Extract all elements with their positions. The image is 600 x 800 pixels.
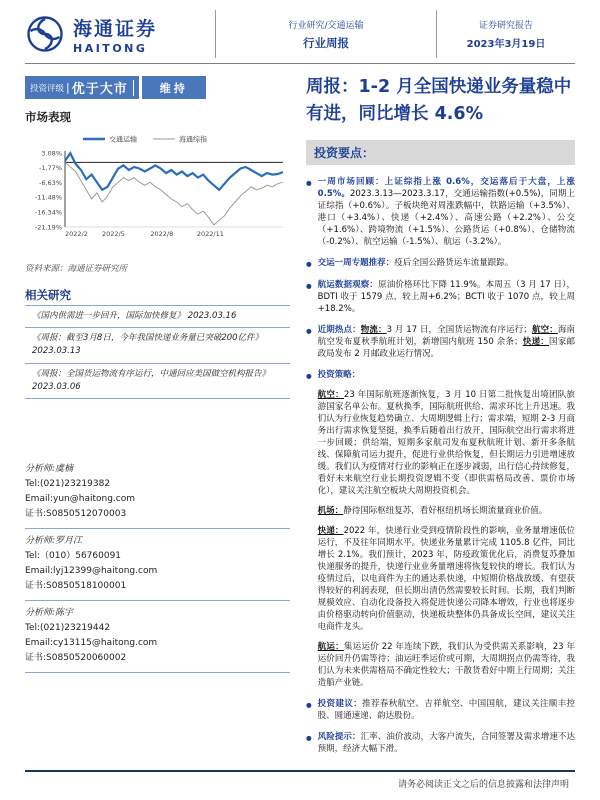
bullet-segment-plain: 2022 年，快递行业受到疫情阶段性的影响，业务量增速低位运行，不及往年同期水平。快递业务量累计完成 1105.8 亿件，同比增长 2.1%。我们预计，2023 年，防疫政策优化后，消费复苏叠加快递服务的提升，快递行业业务量增速将恢复较快的增长。我们认为疫情过后，以电商件为主的通达系快递，中短期价格战放缓、有望获得较好的利润表现，但长期出清仍然需要较长时间。长期，我们判断规模效应、自动化设备投入将促进快递公司降本增效，行业也将逐步由价格驱动转向价值驱动，快递板块整体仍具备成长空间，建议关注电商件龙头。 (317, 526, 575, 633)
rating-separator: | (66, 81, 70, 94)
footer-disclaimer: 请务必阅读正文之后的信息披露和法律声明 (397, 780, 569, 790)
bullet-icon: ● (306, 734, 312, 743)
svg-text:3.08%: 3.08% (41, 149, 62, 158)
page-footer (25, 770, 575, 790)
svg-text:-11.48%: -11.48% (34, 193, 62, 202)
bullet-segment-plain: 疫后全国公路货运车流量跟踪。 (394, 258, 514, 269)
rating-value: 优于大市 (71, 82, 128, 97)
bullet-segment-plain: 海南航空发布夏秋季航班计划，新增国内航班 150 余条； (317, 325, 575, 348)
highlight-bullet (306, 698, 575, 722)
analyst-tel: Tel:(021)23219382 (25, 478, 111, 489)
brand-name-en: HAITONG (73, 41, 148, 55)
haitong-logo (25, 14, 65, 54)
rating-main-box (25, 76, 139, 99)
analyst-cert: 证书:S0850512070003 (25, 508, 127, 519)
analyst-block (25, 601, 290, 673)
bullet-segment-lead: 投资策略： (317, 370, 361, 381)
related-research-list (25, 306, 290, 399)
bullet-segment-plain: 汇率、油价波动，大客户流失，合同签署及需求增速不达预期，经济大幅下滑。 (317, 732, 575, 755)
main-content (306, 74, 575, 764)
report-header (25, 10, 575, 58)
sidebar (25, 74, 290, 764)
brand-name-zh: 海通证券 (73, 17, 158, 40)
page-title: 周报：1-2 月全国快递业务量稳中有进，同比增长 4.6% (306, 77, 572, 125)
bullet-icon: ● (306, 372, 312, 381)
rating-divider (133, 80, 134, 96)
header-report-date: 2023年3月19日 (466, 39, 546, 50)
analyst-block (25, 529, 290, 601)
bullet-text (318, 279, 575, 315)
svg-text:海通综指: 海通综指 (179, 135, 207, 144)
svg-text:交通运输: 交通运输 (109, 135, 137, 144)
footer-divider (25, 770, 575, 772)
svg-text:-21.19%: -21.19% (34, 223, 62, 232)
analyst-list (25, 457, 290, 673)
investment-rating-badge (25, 76, 290, 99)
bullet-segment-label: 机场： (317, 506, 344, 517)
bullet-segment-label: 航空： (317, 390, 344, 401)
analyst-cert: 证书:S0850518100001 (25, 580, 127, 591)
bullet-segment-plain: 集运运价 22 年连续下跌，我们认为受供需关系影响，23 年运价回升仍需等待；油运旺季运价或可期，大周期拐点仍需等待，我们认为未来供需格局不确定性较大；干散货看好中期上行周期；关注造船产业链。 (317, 642, 575, 689)
highlight-bullet (306, 369, 575, 689)
rating-label: 投资评级 (30, 83, 65, 94)
research-item: 《周报：全国货运物流有序运行，中通回应美国做空机构报告》 2023.03.06 (25, 364, 290, 399)
highlights-bullet-list (306, 176, 575, 755)
svg-text:2022/11: 2022/11 (196, 230, 224, 238)
bullet-segment-lead: 投资建议： (317, 699, 363, 710)
header-report-kind: 行业周报 (303, 35, 349, 50)
market-performance-chart (25, 127, 290, 259)
bullet-text (318, 369, 575, 689)
analyst-name: 分析师:虞楠 (25, 463, 74, 474)
analyst-cert: 证书:S0850520060002 (25, 652, 127, 663)
bullet-text (318, 698, 575, 722)
analyst-tel: Tel:（010）56760091 (25, 550, 122, 561)
bullet-segment-plain: 静待国际枢纽复苏，看好枢纽机场长期流量商业价值。 (343, 506, 548, 517)
bullet-text (318, 257, 514, 270)
chart-source: 资料来源：海通证券研究所 (25, 264, 128, 274)
research-item: 《周报：截至3月8日，今年我国快递业务量已突破200亿件》 2023.03.13 (25, 328, 290, 363)
bullet-segment-plain: 国家邮政局发布 2 月邮政业运行情况。 (317, 337, 575, 360)
bullet-segment-label: 物流： (360, 325, 387, 336)
brand-text (73, 14, 157, 55)
analyst-block (25, 457, 290, 529)
highlight-bullet (306, 324, 575, 360)
svg-text:-1.77%: -1.77% (39, 164, 62, 173)
research-item: 《国内供需进一步回升，国际加快修复》 2023.03.16 (25, 306, 290, 328)
bullet-text (318, 731, 575, 755)
bullet-segment-lead: 航运数据观察： (317, 280, 379, 291)
bullet-text (318, 176, 575, 248)
bullet-segment-plain: 原油价格环比下降 11.9%。本周五（3 月 17 日），BDTI 收于 1579 点，较上周+6.2%；BCTI 收于 1070 点，较上周+18.2%。 (317, 280, 575, 315)
analyst-email: Email:cy13115@haitong.com (25, 637, 158, 648)
bullet-segment-label: 航运： (317, 642, 344, 653)
bullet-segment-plain: 2023.3.13—2023.3.17，交通运输指数(+0.5%)，同期上证综指（+0.6%）。子板块绝对周涨跌幅中，铁路运输（+3.5%）、港口（+3.4%）、快递（+2.4%）、高速公路（+2.2%）、公交（+1.6%）、跨境物流（+1.5%）、公路货运（+0.8%）、仓储物流（-0.2%）、航空运输（-1.5%）、航运（-3.2%）。 (317, 189, 576, 248)
highlight-bullet (306, 257, 575, 270)
svg-text:-16.34%: -16.34% (34, 208, 62, 217)
bullet-segment-label: 快递： (317, 526, 344, 537)
svg-text:2022/8: 2022/8 (150, 230, 174, 238)
bullet-segment-lead: 一周市场回顾：上证综指上涨 0.6%，交运落后于大盘，上涨 0.5%。 (317, 177, 575, 200)
content-columns (25, 74, 575, 764)
market-performance-chart-svg (25, 127, 290, 255)
bullet-text (318, 324, 575, 360)
analyst-tel: Tel:(021)23219442 (25, 622, 111, 633)
bullet-icon: ● (306, 260, 312, 269)
bullet-icon: ● (306, 701, 312, 710)
header-report-meta (437, 10, 575, 58)
bullet-segment-plain: 23 年国际航班逐渐恢复，3 月 10 日第二批恢复出境团队旅游国家名单公布。夏秋换季，国际航班供给、需求环比上升迅速。我们认为行业恢复趋势确立、大周期逻辑上行；需求端，短期 2-3 月商务出行需求恢复坚挺，换季后随着出行放开，国际航空出行需求将进一步回暖；供给端，短期多家航司发布夏秋航班计划、新开多条航线、保障航司运力提升，促进行业供给恢复，但长期运力引进增速放缓。我们认为疫情对行业的影响正在逐步减弱，出行信心持续修复，看好未来航空行业长期投资逻辑不变（即供需格局改善、票价市场化），建议关注航空板块大周期投资机会。 (317, 390, 575, 497)
bullet-segment-plain: 推荐春秋航空、吉祥航空、中国国航，建议关注顺丰控股、圆通速递、韵达股份。 (317, 699, 575, 722)
bullet-icon: ● (306, 282, 312, 291)
analyst-email: Email:lyj12399@haitong.com (25, 565, 158, 576)
bullet-icon: ● (306, 179, 312, 188)
bullet-segment-label: 快递： (522, 337, 550, 348)
bullet-segment-plain: 3 月 17 日，全国货运物流有序运行； (386, 325, 532, 336)
header-report-type: 证券研究报告 (478, 21, 533, 31)
header-divider (25, 63, 575, 64)
header-research-category: 行业研究/交通运输 (288, 20, 364, 31)
brand (25, 10, 215, 58)
related-research-title: 相关研究 (25, 287, 290, 306)
bullet-segment-lead: 交运一周专题推荐： (317, 258, 395, 269)
related-research-section (25, 287, 290, 399)
highlight-bullet (306, 731, 575, 755)
bullet-segment-label: 航空： (531, 325, 558, 336)
bullet-icon: ● (306, 327, 312, 336)
header-category (215, 10, 437, 58)
highlight-bullet (306, 279, 575, 315)
highlight-bullet (306, 176, 575, 248)
analyst-email: Email:yun@haitong.com (25, 493, 135, 504)
market-performance-title: 市场表现 (25, 110, 71, 124)
bullet-segment-lead: 近期热点： (317, 325, 361, 336)
analyst-name: 分析师:陈宇 (25, 607, 74, 618)
investment-highlights-header: 投资要点： (306, 140, 575, 165)
rating-status: 维持 (142, 76, 206, 99)
analyst-name: 分析师:罗月江 (25, 535, 83, 546)
svg-text:2022/2: 2022/2 (65, 230, 88, 238)
bullet-segment-lead: 风险提示： (317, 732, 361, 743)
svg-text:-6.63%: -6.63% (39, 178, 62, 187)
svg-text:2022/5: 2022/5 (101, 230, 125, 238)
